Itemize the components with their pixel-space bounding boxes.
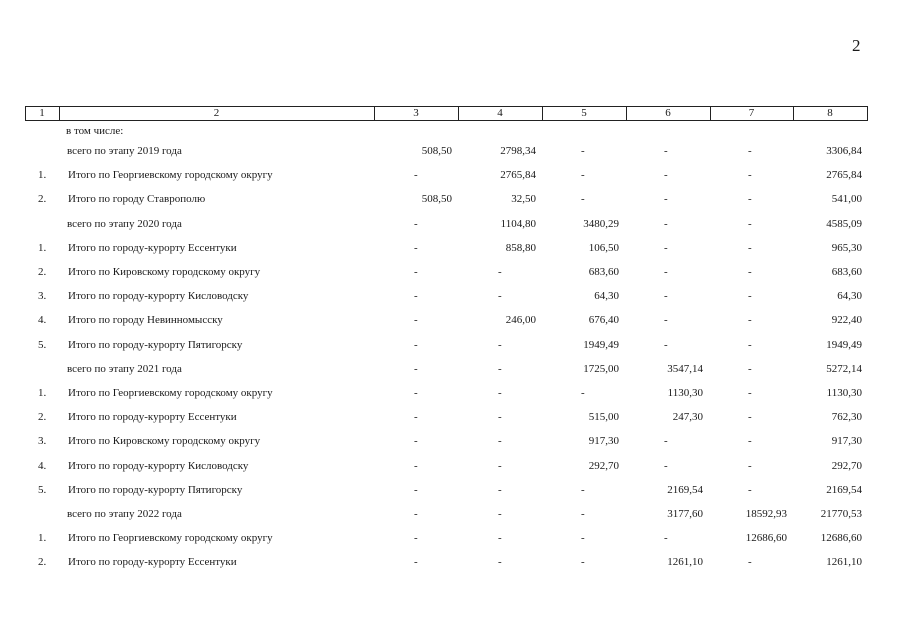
- stage-total-label: всего по этапу 2022 года: [67, 508, 182, 520]
- table-row: [0, 311, 902, 329]
- cell-c5: -: [581, 508, 585, 520]
- cell-c3: -: [414, 411, 418, 424]
- header-cell-col-7: 7: [748, 107, 755, 119]
- cell-c7: -: [748, 556, 752, 569]
- subheading: [0, 122, 902, 140]
- header-cell-col-1: 1: [39, 107, 45, 119]
- cell-c3: -: [414, 217, 418, 230]
- cell-c7: -: [748, 145, 752, 157]
- cell-c3: 508,50: [421, 193, 452, 206]
- cell-c3: -: [414, 338, 418, 351]
- cell-c7: 18592,93: [745, 508, 787, 520]
- cell-c5: -: [581, 145, 585, 157]
- cell-c4: -: [498, 338, 502, 351]
- cell-c4: 246,00: [505, 314, 536, 327]
- cell-c3: -: [414, 266, 418, 278]
- cell-c7: -: [748, 217, 752, 230]
- table-row: [0, 553, 902, 571]
- table-row: [0, 505, 902, 523]
- cell-c3: -: [414, 314, 418, 327]
- cell-c6: 3547,14: [667, 362, 703, 375]
- row-number: 5.: [38, 338, 47, 351]
- cell-c5: 676,40: [588, 314, 619, 327]
- row-label: Итого по городу-курорту Ессентуки: [68, 241, 237, 254]
- row-label: Итого по городу-курорту Кисловодску: [68, 290, 249, 303]
- cell-c8: 64,30: [837, 290, 862, 303]
- table-row: [0, 457, 902, 475]
- cell-c6: -: [664, 532, 668, 545]
- cell-c7: -: [748, 483, 752, 496]
- cell-c3: -: [414, 483, 418, 496]
- cell-c3: -: [414, 532, 418, 545]
- table-row: [0, 408, 902, 426]
- row-label: Итого по городу-курорту Кисловодску: [68, 459, 249, 472]
- header-cell-col-3: 3: [413, 107, 419, 119]
- cell-c6: 1261,10: [667, 556, 703, 569]
- stage-total-label: всего по этапу 2020 года: [67, 217, 182, 230]
- cell-c8: 2169,54: [826, 483, 862, 496]
- cell-c4: -: [498, 387, 502, 399]
- cell-c5: -: [581, 556, 585, 569]
- cell-c7: -: [748, 290, 752, 303]
- cell-c7: -: [748, 435, 752, 448]
- cell-c4: -: [498, 556, 502, 569]
- row-number: 2.: [38, 411, 47, 424]
- cell-c3: -: [414, 169, 418, 182]
- cell-c8: 762,30: [831, 411, 862, 424]
- stage-total-label: всего по этапу 2021 года: [67, 362, 182, 375]
- subheading-text: в том числе:: [66, 125, 124, 137]
- cell-c6: -: [664, 217, 668, 230]
- stage-total-label: всего по этапу 2019 года: [67, 145, 182, 157]
- row-number: 1.: [38, 532, 47, 545]
- cell-c7: -: [748, 387, 752, 399]
- cell-c4: -: [498, 290, 502, 303]
- header-cell-col-2: 2: [213, 107, 220, 119]
- cell-c5: -: [581, 193, 585, 206]
- cell-c4: -: [498, 532, 502, 545]
- cell-c8: 683,60: [831, 266, 862, 278]
- row-number: 2.: [38, 556, 47, 569]
- row-number: 2.: [38, 266, 47, 278]
- cell-c3: -: [414, 556, 418, 569]
- cell-c6: -: [664, 193, 668, 206]
- cell-c4: 32,50: [511, 193, 536, 206]
- cell-c5: -: [581, 387, 585, 399]
- cell-c5: 515,00: [588, 411, 619, 424]
- cell-c4: -: [498, 483, 502, 496]
- row-number: 3.: [38, 290, 47, 303]
- cell-c6: -: [664, 290, 668, 303]
- cell-c8: 4585,09: [826, 217, 862, 230]
- cell-c7: -: [748, 193, 752, 206]
- cell-c7: -: [748, 266, 752, 278]
- table-rule: [25, 120, 868, 121]
- cell-c3: -: [414, 387, 418, 399]
- row-number: 3.: [38, 435, 47, 448]
- page-number: 2: [852, 36, 861, 55]
- table-row: [0, 481, 902, 499]
- table-row: [0, 215, 902, 233]
- cell-c4: -: [498, 508, 502, 520]
- cell-c4: -: [498, 435, 502, 448]
- cell-c5: 1949,49: [583, 338, 619, 351]
- cell-c3: -: [414, 508, 418, 520]
- cell-c5: -: [581, 169, 585, 182]
- cell-c8: 917,30: [831, 435, 862, 448]
- cell-c6: -: [664, 241, 668, 254]
- cell-c4: -: [498, 266, 502, 278]
- row-label: Итого по Кировскому городскому округу: [68, 435, 261, 448]
- row-label: Итого по городу-курорту Пятигорску: [68, 338, 243, 351]
- row-number: 5.: [38, 483, 47, 496]
- cell-c8: 3306,84: [826, 145, 862, 157]
- cell-c8: 1261,10: [826, 556, 862, 569]
- cell-c7: -: [748, 459, 752, 472]
- cell-c6: -: [664, 145, 668, 157]
- cell-c7: -: [748, 362, 752, 375]
- table-row: [0, 263, 902, 281]
- table-rule: [867, 106, 868, 121]
- cell-c5: 3480,29: [583, 217, 619, 230]
- cell-c5: 292,70: [588, 459, 619, 472]
- cell-c8: 541,00: [831, 193, 862, 206]
- cell-c5: 106,50: [588, 241, 619, 254]
- cell-c8: 1949,49: [826, 338, 862, 351]
- table-row: [0, 384, 902, 402]
- header-cell-col-6: 6: [665, 107, 671, 119]
- row-number: 4.: [38, 459, 47, 472]
- header-cell-col-4: 4: [497, 107, 503, 119]
- cell-c7: 12686,60: [745, 532, 787, 545]
- row-number: 1.: [38, 387, 47, 399]
- cell-c6: 1130,30: [667, 387, 703, 399]
- cell-c8: 922,40: [831, 314, 862, 327]
- table-row: [0, 432, 902, 450]
- cell-c3: 508,50: [421, 145, 452, 157]
- row-label: Итого по городу Невинномысску: [68, 314, 223, 327]
- cell-c6: 247,30: [672, 411, 703, 424]
- row-label: Итого по городу-курорту Ессентуки: [68, 411, 237, 424]
- cell-c6: 3177,60: [667, 508, 703, 520]
- cell-c3: -: [414, 362, 418, 375]
- row-label: Итого по Георгиевскому городскому округу: [68, 532, 273, 545]
- cell-c8: 2765,84: [826, 169, 862, 182]
- cell-c3: -: [414, 241, 418, 254]
- cell-c8: 21770,53: [820, 508, 862, 520]
- cell-c5: 64,30: [594, 290, 619, 303]
- row-number: 4.: [38, 314, 47, 327]
- cell-c4: 2765,84: [500, 169, 536, 182]
- cell-c6: 2169,54: [667, 483, 703, 496]
- cell-c4: 1104,80: [500, 217, 536, 230]
- cell-c6: -: [664, 459, 668, 472]
- row-label: Итого по Георгиевскому городскому округу: [68, 387, 273, 399]
- cell-c3: -: [414, 435, 418, 448]
- cell-c5: -: [581, 483, 585, 496]
- table-row: [0, 360, 902, 378]
- cell-c7: -: [748, 338, 752, 351]
- cell-c7: -: [748, 169, 752, 182]
- header-cell-col-8: 8: [827, 107, 833, 119]
- table-row: [0, 190, 902, 208]
- cell-c6: -: [664, 266, 668, 278]
- cell-c7: -: [748, 314, 752, 327]
- cell-c6: -: [664, 314, 668, 327]
- table-row: [0, 529, 902, 547]
- row-label: Итого по Георгиевскому городскому округу: [68, 169, 273, 182]
- table-row: [0, 166, 902, 184]
- cell-c5: -: [581, 532, 585, 545]
- cell-c6: -: [664, 338, 668, 351]
- cell-c4: 2798,34: [500, 145, 536, 157]
- cell-c3: -: [414, 290, 418, 303]
- cell-c4: -: [498, 362, 502, 375]
- cell-c5: 917,30: [588, 435, 619, 448]
- cell-c5: 683,60: [588, 266, 619, 278]
- row-label: Итого по городу-курорту Пятигорску: [68, 483, 243, 496]
- table-row: [0, 142, 902, 160]
- cell-c7: -: [748, 411, 752, 424]
- cell-c4: -: [498, 411, 502, 424]
- cell-c7: -: [748, 241, 752, 254]
- cell-c8: 1130,30: [826, 387, 862, 399]
- cell-c6: -: [664, 169, 668, 182]
- cell-c8: 5272,14: [826, 362, 862, 375]
- table-row: [0, 287, 902, 305]
- cell-c3: -: [414, 459, 418, 472]
- cell-c8: 12686,60: [820, 532, 862, 545]
- cell-c5: 1725,00: [583, 362, 619, 375]
- row-label: Итого по Кировскому городскому округу: [68, 266, 261, 278]
- table-row: [0, 239, 902, 257]
- cell-c6: -: [664, 435, 668, 448]
- table-row: [0, 336, 902, 354]
- row-number: 1.: [38, 169, 47, 182]
- row-label: Итого по городу-курорту Ессентуки: [68, 556, 237, 569]
- header-cell-col-5: 5: [581, 107, 587, 119]
- row-label: Итого по городу Ставрополю: [68, 193, 206, 206]
- row-number: 2.: [38, 193, 47, 206]
- cell-c8: 965,30: [831, 241, 862, 254]
- cell-c4: 858,80: [505, 241, 536, 254]
- cell-c4: -: [498, 459, 502, 472]
- row-number: 1.: [38, 241, 47, 254]
- cell-c8: 292,70: [831, 459, 862, 472]
